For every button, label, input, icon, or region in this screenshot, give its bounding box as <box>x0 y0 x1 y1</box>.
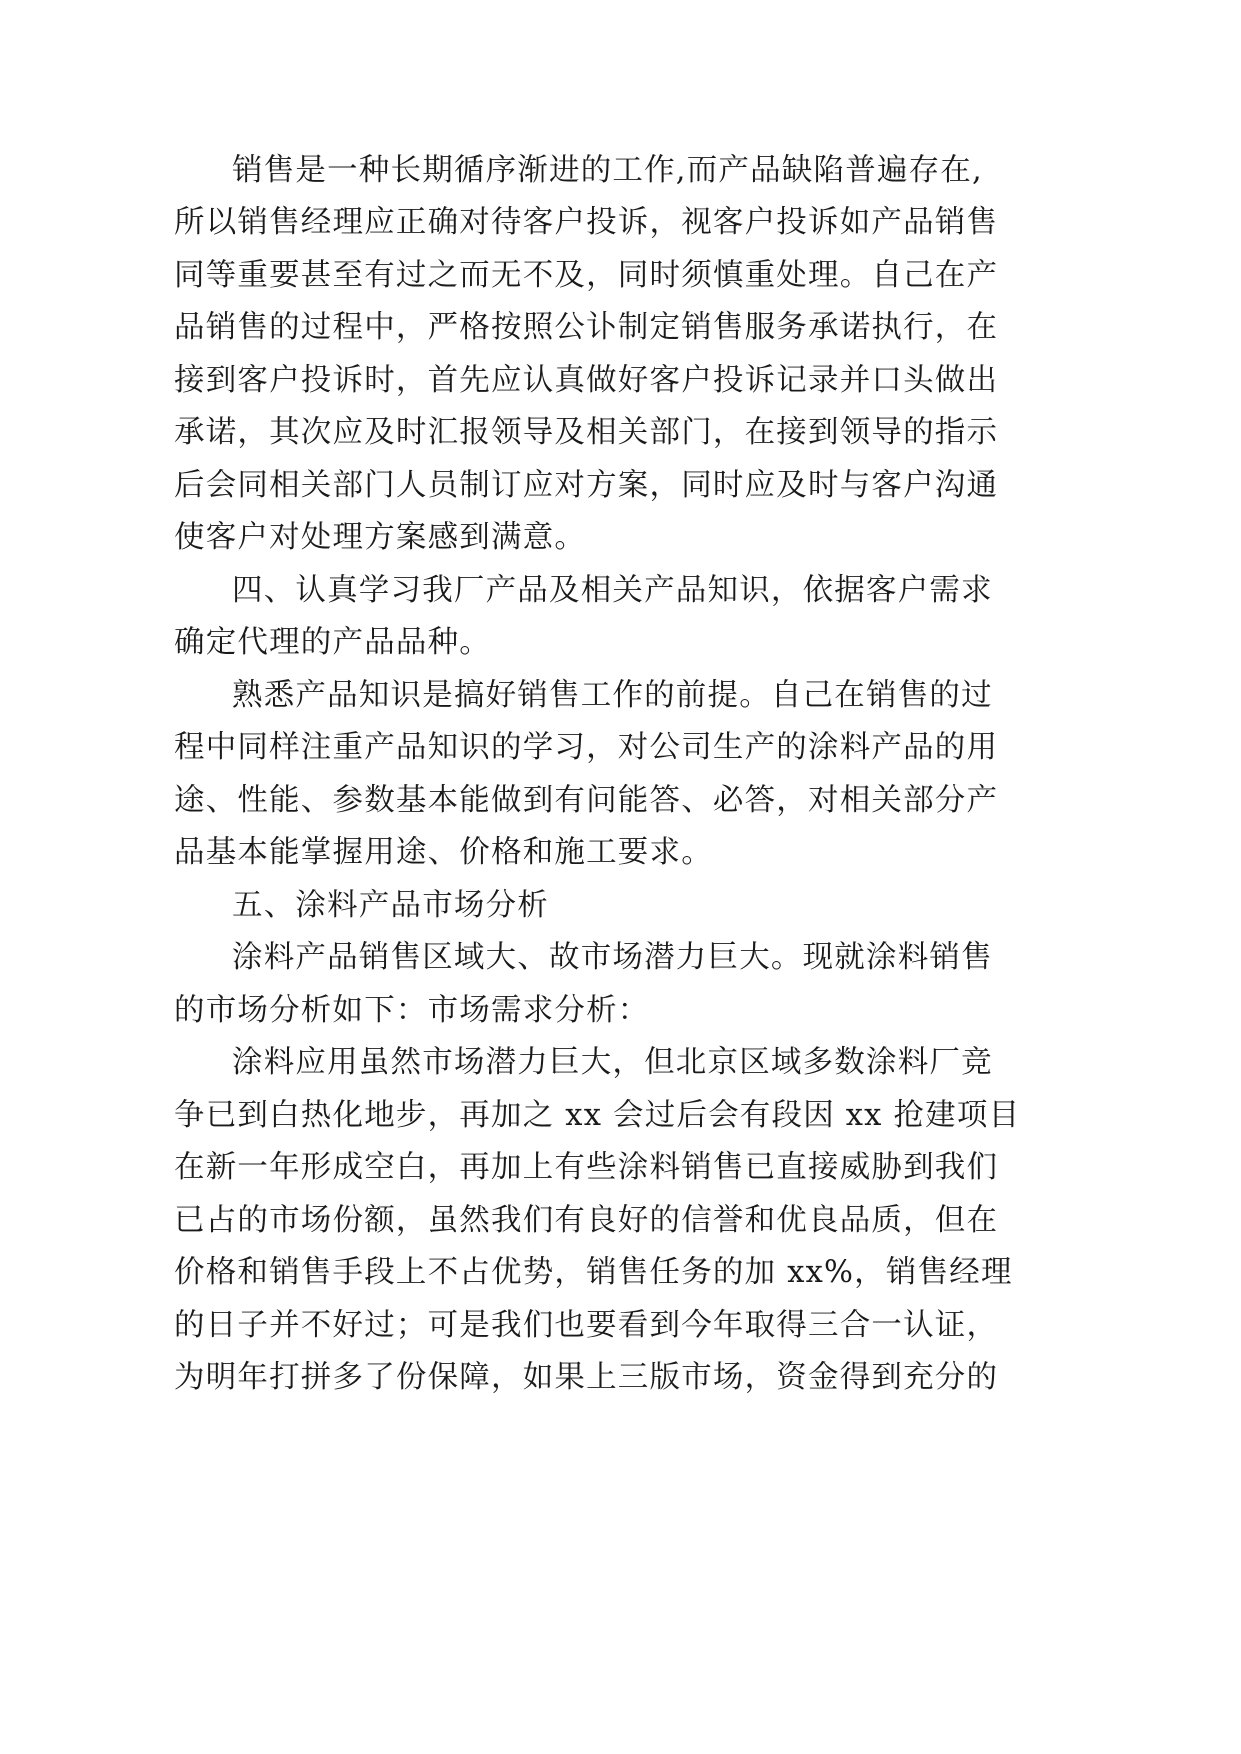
paragraph-line: 所以销售经理应正确对待客户投诉，视客户投诉如产品销售 <box>174 205 999 240</box>
paragraph-line: 在新一年形成空白，再加上有些涂料销售已直接威胁到我们 <box>174 1150 999 1185</box>
paragraph-line: 价格和销售手段上不占优势，销售任务的加 xx%，销售经理 <box>174 1255 1013 1290</box>
paragraph-line: 品基本能掌握用途、价格和施工要求。 <box>174 835 713 870</box>
paragraph-line: 的日子并不好过；可是我们也要看到今年取得三合一认证， <box>174 1308 999 1343</box>
paragraph-line: 争已到白热化地步，再加之 xx 会过后会有段因 xx 抢建项目 <box>174 1098 1021 1133</box>
paragraph-line: 销售是一种长期循序渐进的工作,而产品缺陷普遍存在, <box>232 153 983 188</box>
paragraph-line: 熟悉产品知识是搞好销售工作的前提。自己在销售的过 <box>232 678 993 713</box>
section-heading: 确定代理的产品品种。 <box>174 625 491 660</box>
section-heading: 五、涂料产品市场分析 <box>232 888 549 923</box>
paragraph-line: 涂料应用虽然市场潜力巨大，但北京区域多数涂料厂竞 <box>232 1045 993 1080</box>
paragraph-line: 为明年打拼多了份保障，如果上三版市场，资金得到充分的 <box>174 1360 999 1395</box>
paragraph-line: 途、性能、参数基本能做到有问能答、必答，对相关部分产 <box>174 783 999 818</box>
paragraph-line: 品销售的过程中，严格按照公讣制定销售服务承诺执行，在 <box>174 310 999 345</box>
paragraph-line: 同等重要甚至有过之而无不及，同时须慎重处理。自己在产 <box>174 258 999 293</box>
paragraph-line: 已占的市场份额，虽然我们有良好的信誉和优良品质，但在 <box>174 1203 999 1238</box>
section-heading: 四、认真学习我厂产品及相关产品知识，依据客户需求 <box>232 573 993 608</box>
paragraph-line: 后会同相关部门人员制订应对方案，同时应及时与客户沟通 <box>174 468 999 503</box>
paragraph-line: 程中同样注重产品知识的学习，对公司生产的涂料产品的用 <box>174 730 999 765</box>
paragraph-line: 使客户对处理方案感到满意。 <box>174 520 587 555</box>
paragraph-line: 接到客户投诉时，首先应认真做好客户投诉记录并口头做出 <box>174 363 999 398</box>
paragraph-line: 的市场分析如下：市场需求分析： <box>174 993 650 1028</box>
paragraph-line: 涂料产品销售区域大、故市场潜力巨大。现就涂料销售 <box>232 940 993 975</box>
paragraph-line: 承诺，其次应及时汇报领导及相关部门，在接到领导的指示 <box>174 415 999 450</box>
